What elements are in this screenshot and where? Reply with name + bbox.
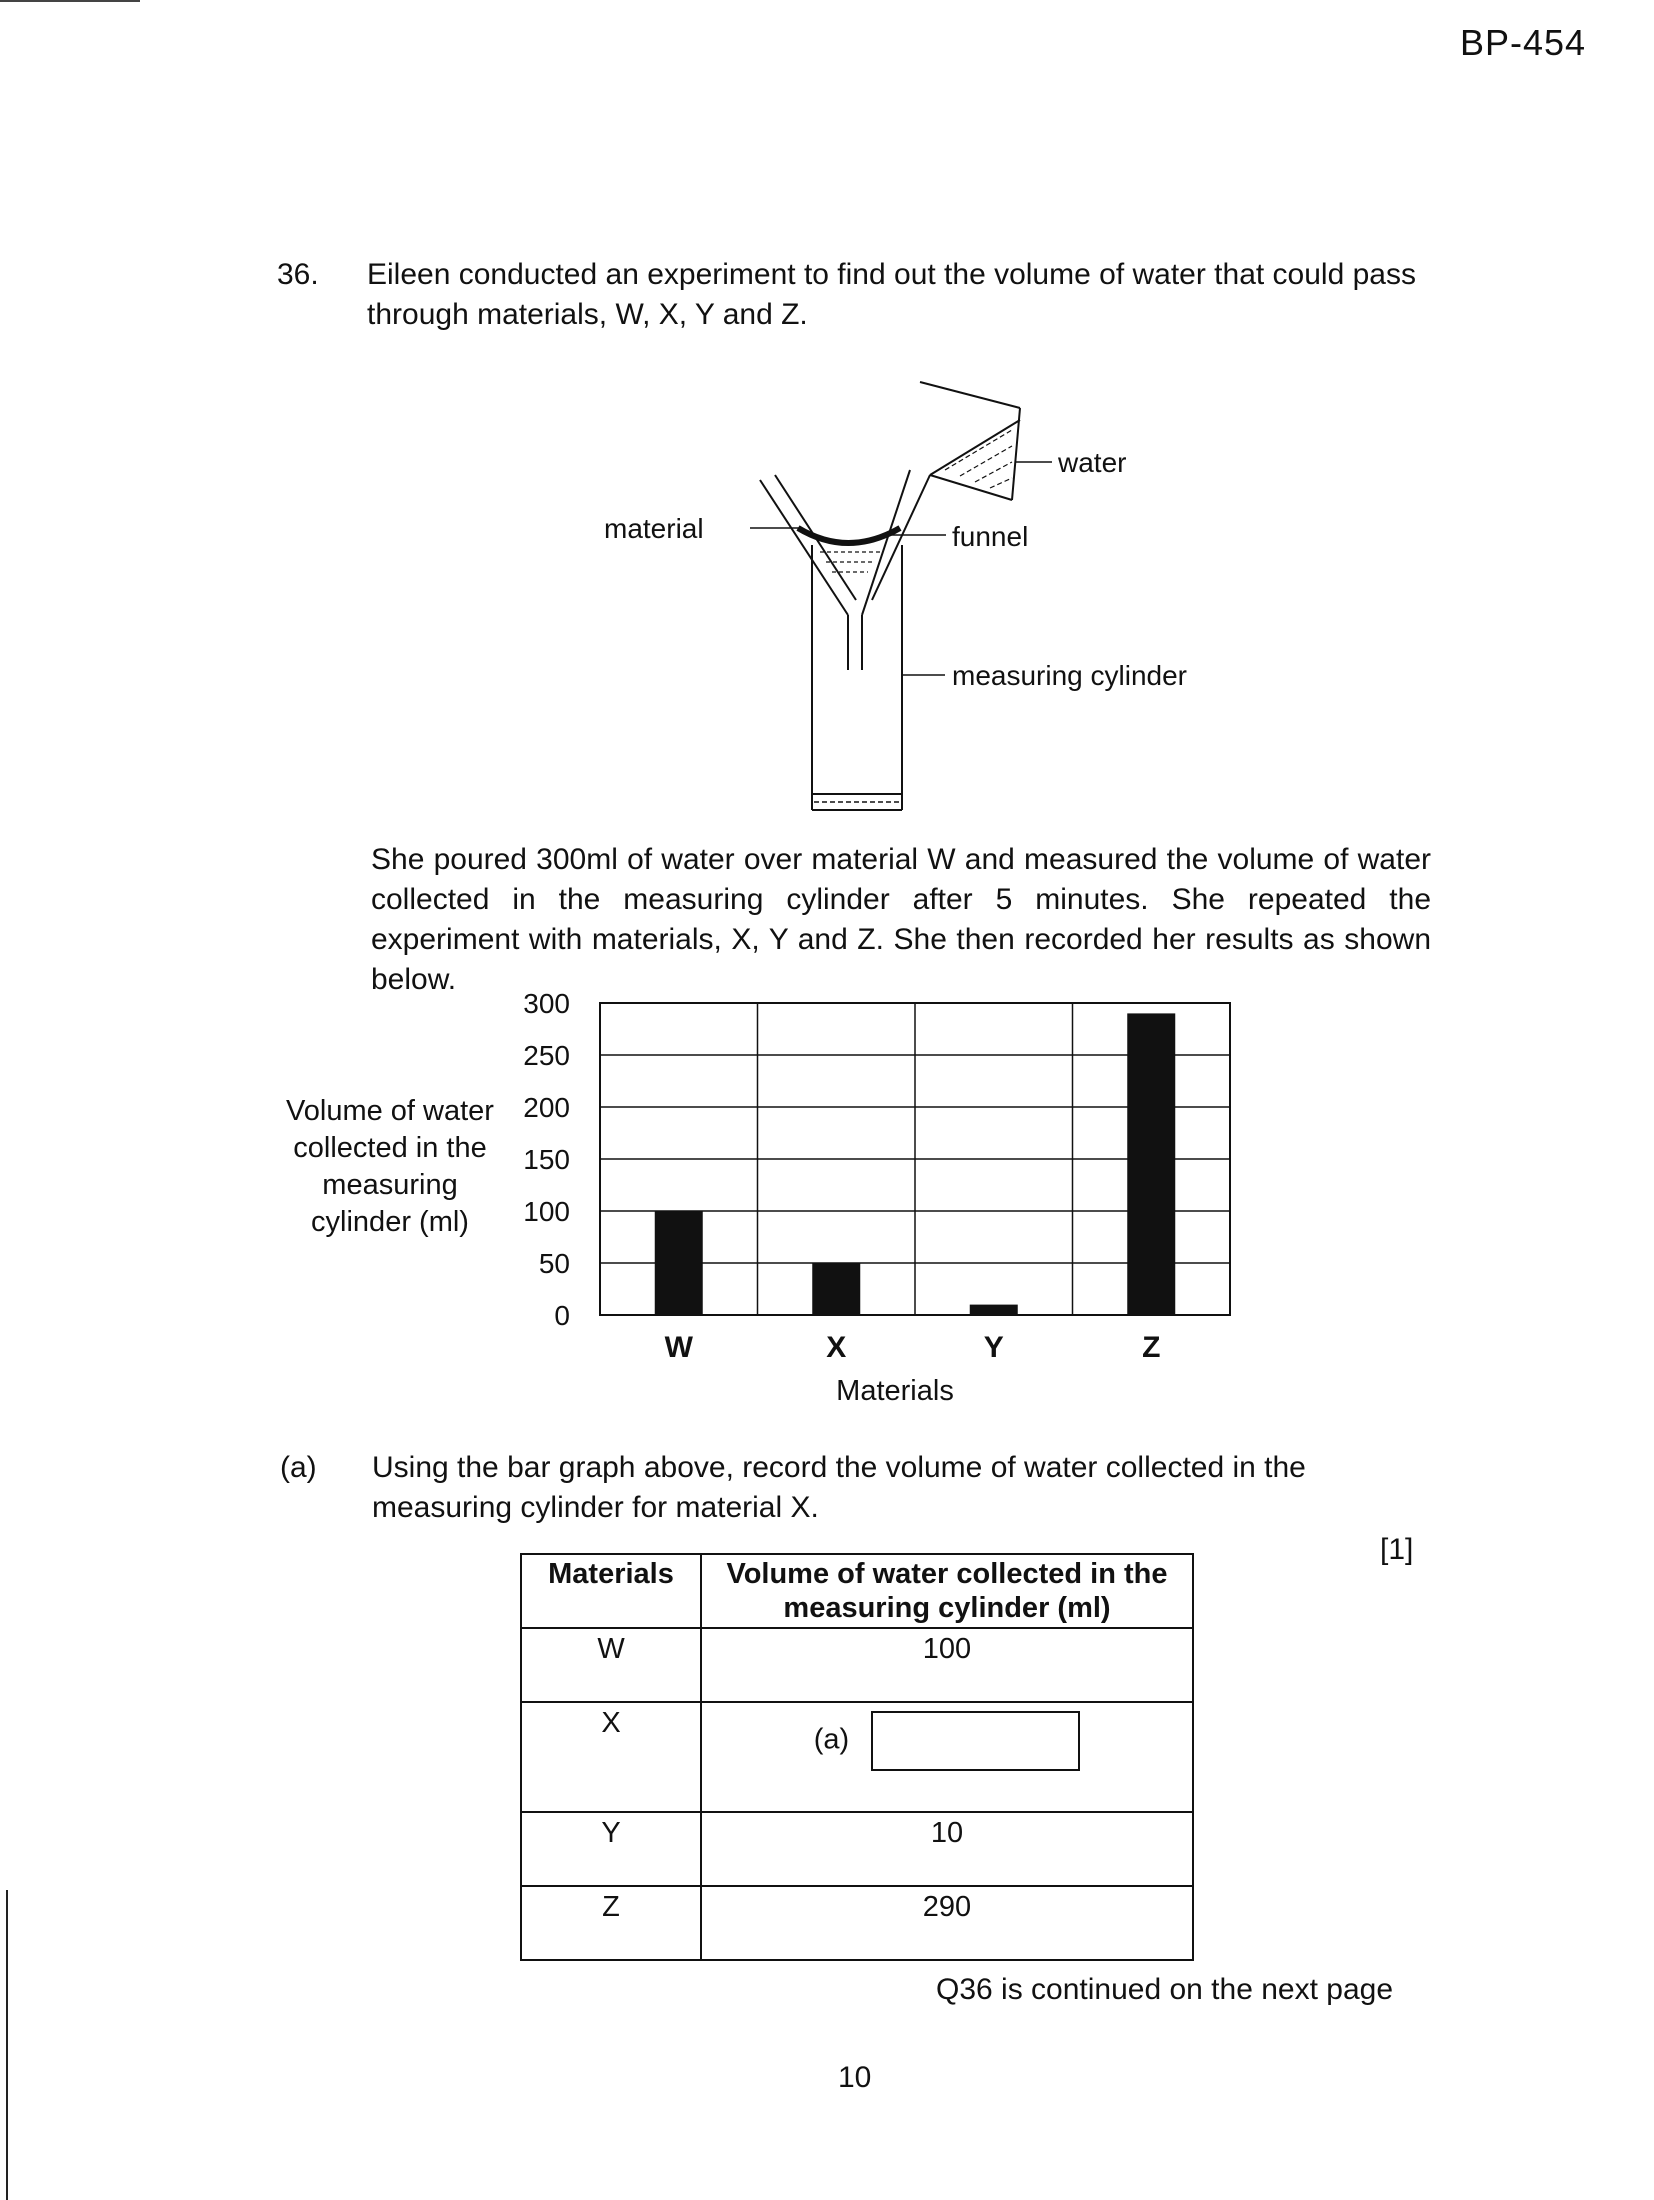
bar-X [812, 1263, 860, 1315]
bar-W [655, 1211, 703, 1315]
label-funnel: funnel [952, 521, 1029, 552]
material-cell: Z [521, 1886, 701, 1960]
part-a-label: (a) [280, 1451, 317, 1484]
y-tick-label: 0 [554, 1300, 570, 1331]
measuring-cylinder [812, 545, 902, 810]
page-code: BP-454 [1460, 22, 1587, 63]
volume-cell: 100 [701, 1628, 1193, 1702]
funnel [760, 470, 930, 670]
material-cell: W [521, 1628, 701, 1702]
x-tick-label: X [826, 1331, 847, 1364]
header-volume: Volume of water collected in the measuring cylinder (ml) [701, 1554, 1193, 1628]
x-tick-label: Y [983, 1331, 1004, 1364]
y-label-line: collected in the [293, 1132, 487, 1164]
procedure-text: She poured 300ml of water over material W and measured the volume of water collected in the measuring cylinder after 5 minutes. She repeated the experiment with materials, X, Y and Z. She then recorded her results as shown below. [371, 843, 1431, 996]
y-label-line: measuring [322, 1169, 458, 1201]
y-label-line: cylinder (ml) [311, 1206, 469, 1238]
question-intro: Eileen conducted an experiment to find out the volume of water that could pass through materials, W, X, Y and Z. [367, 258, 1416, 331]
material-layer [798, 528, 900, 543]
y-tick-label: 200 [523, 1092, 570, 1123]
apparatus-diagram [600, 370, 1240, 830]
table-row [521, 1628, 1193, 1702]
table-row [521, 1812, 1193, 1886]
question-number: 36. [277, 258, 319, 291]
x-tick-label: W [664, 1331, 693, 1364]
material-cell: X [521, 1702, 701, 1812]
top-rule [0, 0, 140, 2]
page-number: 10 [838, 2061, 872, 2094]
y-tick-label: 300 [523, 988, 570, 1019]
table-row [521, 1702, 1193, 1812]
label-material: material [604, 513, 704, 544]
answer-input-box[interactable] [871, 1711, 1080, 1771]
label-water: water [1058, 447, 1127, 478]
y-label-line: Volume of water [286, 1095, 494, 1127]
continued-note: Q36 is continued on the next page [936, 1973, 1394, 2006]
answer-label: (a) [813, 1723, 850, 1756]
water-container [920, 382, 1020, 500]
table-header-row [521, 1554, 1193, 1628]
bar-Z [1127, 1013, 1175, 1315]
chart-y-label [286, 1095, 494, 1238]
y-tick-label: 150 [523, 1144, 570, 1175]
x-tick-label: Z [1142, 1331, 1161, 1364]
part-a-text: Using the bar graph above, record the volume of water collected in the measuring cylinder for material X. [372, 1451, 1306, 1524]
chart-x-label: Materials [836, 1375, 954, 1407]
y-tick-label: 250 [523, 1040, 570, 1071]
filtered-water [820, 552, 880, 572]
material-cell: Y [521, 1812, 701, 1886]
label-measuring-cylinder: measuring cylinder [952, 660, 1187, 691]
volume-cell [701, 1702, 1193, 1812]
bar-Y [970, 1305, 1018, 1315]
header-materials: Materials [521, 1554, 701, 1628]
bar-chart [260, 975, 1260, 1415]
marks-label: [1] [1380, 1533, 1414, 1566]
volume-cell: 290 [701, 1886, 1193, 1960]
y-tick-label: 100 [523, 1196, 570, 1227]
margin-line [6, 1890, 8, 2200]
y-tick-label: 50 [538, 1248, 570, 1279]
table-row [521, 1886, 1193, 1960]
volume-cell: 10 [701, 1812, 1193, 1886]
chart-y-ticks [523, 988, 570, 1331]
results-table [520, 1553, 1194, 1961]
chart-x-ticks [665, 1331, 1161, 1364]
